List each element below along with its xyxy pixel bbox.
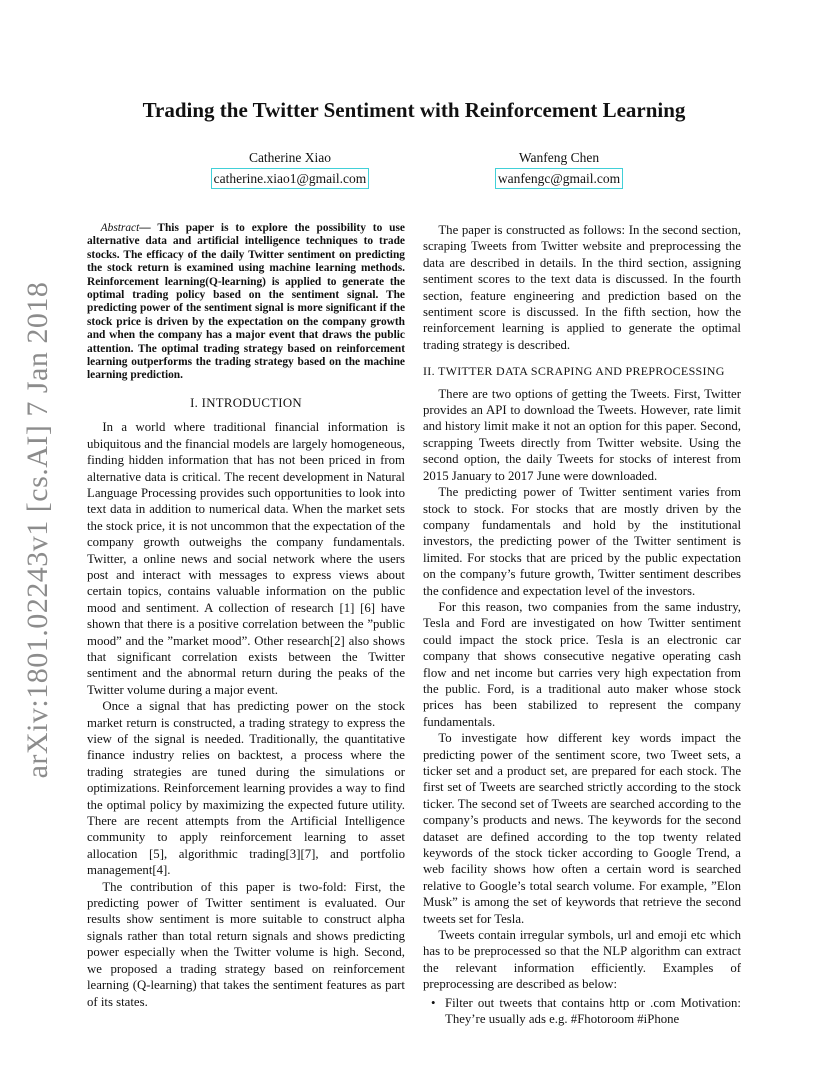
intro-paragraph: Once a signal that has predicting power on the stock market return is constructed, a trading strategy to express the view of the signal is needed. Traditionally, the quantitative finance industry relies on backtest, a process where the trading strategies are tuned during the simulations or optimizations. Reinforcement learning provides a way to find the optimal policy by maximizing the expected future utility. There are recent attempts from the Artificial Intelligence community to apply reinforcement learning to asset allocation [5], algorithmic trading[3][7], and portfolio management[4]. [87, 699, 405, 878]
preprocessing-list [423, 995, 741, 1028]
left-column [87, 222, 405, 1010]
author-name: Wanfeng Chen [518, 150, 600, 165]
author-email-link[interactable]: catherine.xiao1@gmail.com [211, 168, 370, 189]
intro-paragraph: In a world where traditional financial information is ubiquitous and the financial models are largely homogeneous, finding hidden information that has not been priced in from alternative data is critical. The recent development in Natural Language Processing provides such opportunities to look into text data in addition to numerical data. When the market sets the stock price, it is not uncommon that the expectation of the company growth outweighs the company fundamentals. Twitter, a online news and social network where the users post and interact with messages to express views about certain topics, contains valuable information on the public mood and sentiment. A collection of research [1] [6] have shown that there is a positive correlation between the ”public mood” and the ”market mood”. Other research[2] also shows that significant correlation exists between the Twitter sentiment and the abnormal return during the peaks of the Twitter volume during a major event. [87, 420, 405, 697]
arxiv-sidebar-stamp [16, 281, 60, 779]
abstract-label: Abstract [100, 222, 140, 234]
author-1 [180, 148, 400, 189]
section2-paragraph: For this reason, two companies from the same industry, Tesla and Ford are investigated on how Twitter sentiment could impact the stock price. Tesla is an electronic car company that shows consecutive negative operating cash flow and net income but carries very high expectation from the public. Ford, is a traditional auto maker whose stock prices has been stabilized to represent the company fundamentals. [423, 599, 741, 729]
author-2 [449, 148, 669, 189]
section2-paragraph: To investigate how different key words impact the predicting power of the sentiment score, two Tweet sets, a ticker set and a product set, are prepared for each stock. The first set of Tweets are searched strictly according to the stock ticker. The second set of Tweets are searched according to the company’s products and news. The keywords for the second dataset are defined according to the top twenty related keywords of the stock ticker according to Google Trend, a web facility shows how often a certain word is searched relative to Google’s total search volume. For example, ”Elon Musk” is among the set of keywords that retrieve the second tweets set for Tesla. [423, 731, 741, 926]
abstract-body: — This paper is to explore the possibility to use alternative data and artificial intelligence techniques to trade stocks. The efficacy of the daily Twitter sentiment on predicting the stock return is examined using machine learning methods. Reinforcement learning(Q-learning) is applied to generate the optimal trading policy based on the sentiment signal. The predicting power of the sentiment signal is more significant if the stock price is driven by the expectation on the company growth and when the company has a major event that draws the public attention. The optimal trading strategy based on reinforcement learning outperforms the trading strategy based on the machine learning prediction. [87, 222, 405, 382]
arxiv-identifier: arXiv:1801.02243v1 [cs.AI] 7 Jan 2018 [21, 281, 54, 779]
right-column [423, 222, 741, 1028]
paper-title: Trading the Twitter Sentiment with Reinforcement Learning [142, 98, 686, 122]
section-heading-data-scraping: II. TWITTER DATA SCRAPING AND PREPROCESSING [423, 364, 725, 379]
section2-paragraph: There are two options of getting the Tweets. First, Twitter provides an API to download the Tweets. However, rate limit and history limit make it not an option for this paper. Second, scrapping Tweets directly from Twitter website. Using the second option, the daily Tweets for stocks of interest from 2015 January to 2017 June were downloaded. [423, 386, 741, 483]
outline-paragraph: The paper is constructed as follows: In the second section, scraping Tweets from Twitter website and preprocessing the data are described in details. In the third section, assigning sentiment scores to the text data is discussed. In the fourth section, feature engineering and prediction based on the sentiment score is discussed. In the fifth section, how the reinforcement learning is applied to generate the optimal trading strategy is described. [423, 223, 741, 352]
author-email-link[interactable]: wanfengc@gmail.com [495, 168, 623, 189]
section2-paragraph: The predicting power of Twitter sentiment varies from stock to stock. For stocks that are mostly driven by the company fundamentals and hold by the institutional investors, the predicting power of the Twitter sentiment is limited. For stocks that are priced by the public expectation on the company’s future growth, Twitter sentiment describes the confidence and expectation level of the investors. [423, 485, 741, 598]
abstract [87, 222, 405, 383]
section2-paragraph: Tweets contain irregular symbols, url and emoji etc which has to be preprocessed so that the NLP algorithm can extract the relevant information efficiently. Examples of preprocessing are described as below: [423, 928, 741, 992]
author-name: Catherine Xiao [248, 150, 332, 165]
section-heading-introduction: I. INTRODUCTION [190, 395, 302, 410]
intro-paragraph: The contribution of this paper is two-fold: First, the predicting power of Twitter sentiment is evaluated. Our results show sentiment is more suitable to construct alpha signals rather than total return signals and shows predicting power especially when the Twitter volume is high. Second, we proposed a trading strategy based on reinforcement learning (Q-learning) that takes the sentiment features as part of its states. [87, 879, 405, 1009]
list-item: • Filter out tweets that contains http or .com Motivation: They’re usually ads e.g. #Fhotoroom #iPhone [439, 995, 741, 1028]
